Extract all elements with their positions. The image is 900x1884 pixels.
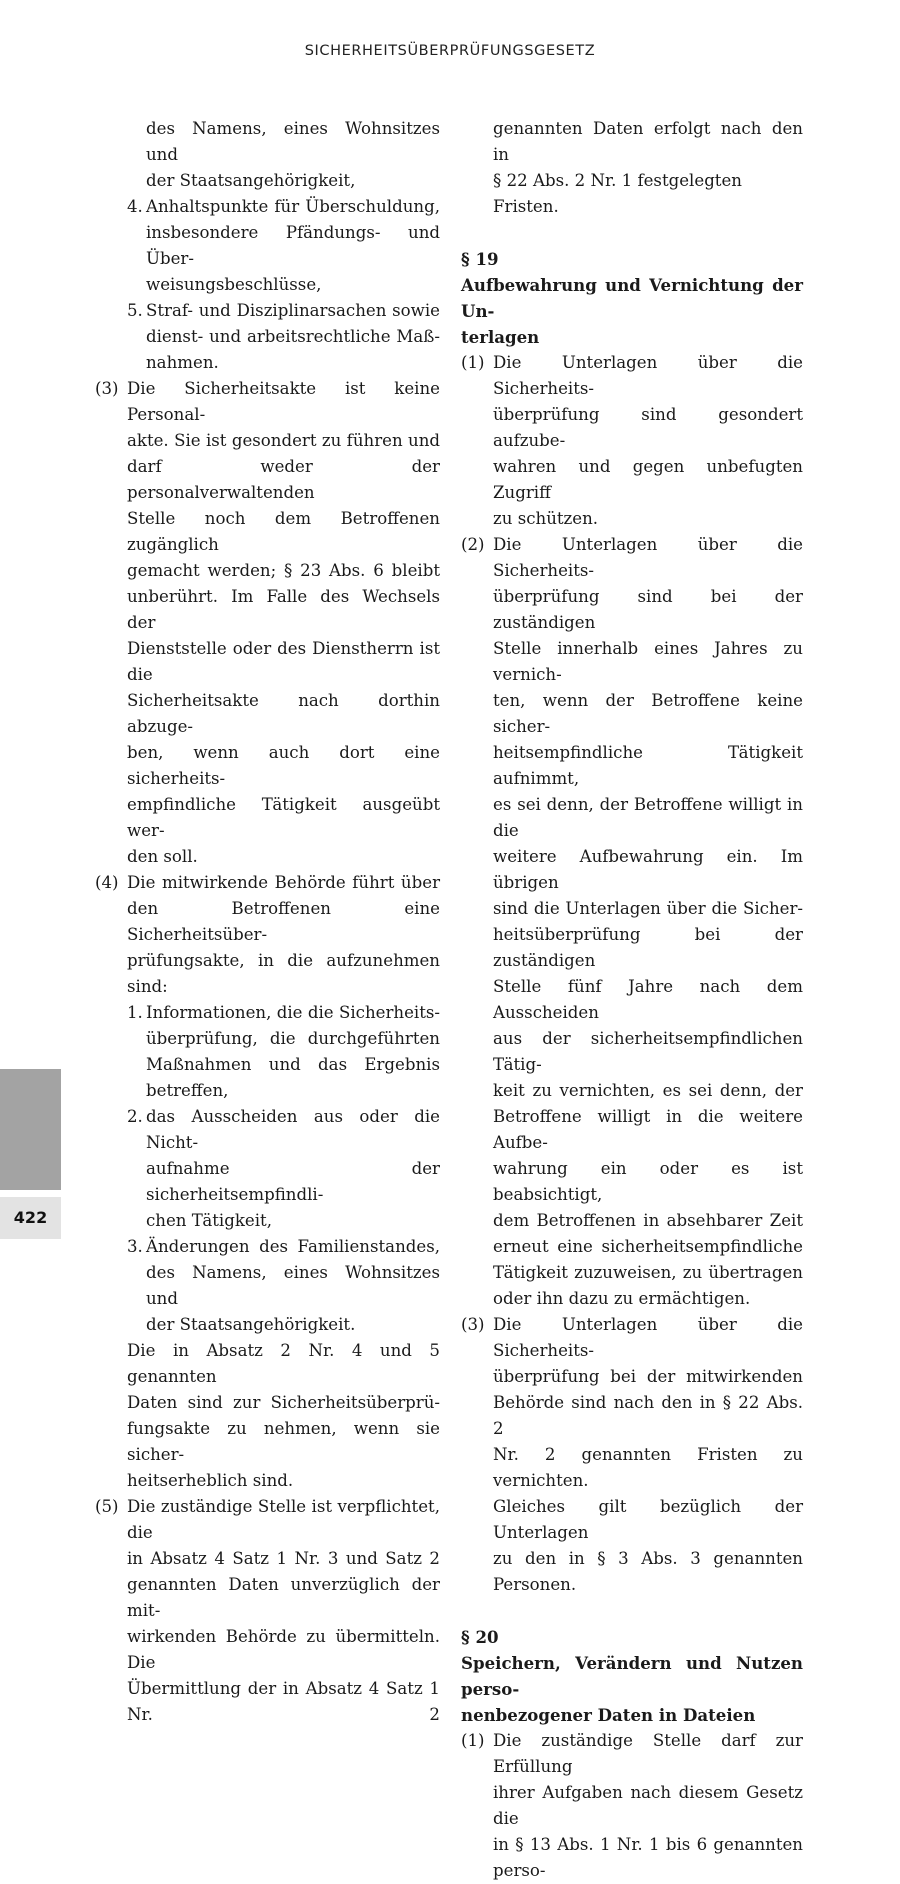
text-line: des Namens, eines Wohnsitzes und xyxy=(146,1263,440,1308)
text-line: Die mitwirkende Behörde führt über xyxy=(127,873,440,892)
list-item-text xyxy=(146,1104,440,1234)
text-line: Stelle fünf Jahre nach dem Ausscheiden xyxy=(493,977,803,1022)
text-line: Stelle noch dem Betroffenen zugänglich xyxy=(127,509,440,554)
text-line: Betroffene willigt in die weitere Aufbe- xyxy=(493,1107,803,1152)
text-line: fungsakte zu nehmen, wenn sie sicher- xyxy=(127,1419,440,1464)
text-line: Gleiches gilt bezüglich der Unterlagen xyxy=(493,1497,803,1542)
text-line: gemacht werden; § 23 Abs. 6 bleibt xyxy=(127,561,440,580)
paragraph-number: (3) xyxy=(95,379,119,398)
running-head: SICHERHEITSÜBERPRÜFUNGSGESETZ xyxy=(304,43,596,59)
page-number: 422 xyxy=(0,1197,61,1239)
section-20-paragraph-1 xyxy=(461,1728,803,1884)
text-line: Sicherheitsakte nach dorthin abzuge- xyxy=(127,691,440,736)
text-line: aufnahme der sicherheitsempfindli- xyxy=(146,1159,440,1204)
text-line: heitsüberprüfung bei der zuständigen xyxy=(493,925,803,970)
text-line: Maßnahmen und das Ergebnis xyxy=(146,1055,440,1074)
paragraph-text xyxy=(493,350,803,532)
carry-over-text xyxy=(461,116,803,220)
list-number: 5. xyxy=(127,301,143,320)
text-line: der Staatsangehörigkeit. xyxy=(146,1315,356,1334)
paragraph-number: (1) xyxy=(461,353,485,372)
text-line: es sei denn, der Betroffene willigt in die xyxy=(493,795,803,840)
section-19-paragraph-2 xyxy=(461,532,803,1312)
text-line: oder ihn dazu zu ermächtigen. xyxy=(493,1289,751,1308)
list-item-text xyxy=(146,1000,440,1104)
text-line: empfindliche Tätigkeit ausgeübt wer- xyxy=(127,795,440,840)
text-line: erneut eine sicherheitsempfindliche xyxy=(493,1237,803,1256)
text-line: weisungsbeschlüsse, xyxy=(146,275,322,294)
paragraph-number: (3) xyxy=(461,1315,485,1334)
text-line: Die Unterlagen über die Sicherheits- xyxy=(493,1315,803,1360)
list-item-text xyxy=(146,1234,440,1338)
text-line: nahmen. xyxy=(146,353,219,372)
section-19-paragraph-1 xyxy=(461,350,803,532)
text-line: Die zuständige Stelle ist verpflichtet, die xyxy=(127,1497,440,1542)
text-line: das Ausscheiden aus oder die Nicht- xyxy=(146,1107,440,1152)
paragraph-number: (4) xyxy=(95,873,119,892)
thumb-tab xyxy=(0,1069,61,1190)
text-line: betreffen, xyxy=(146,1081,229,1100)
paragraph-text xyxy=(127,1494,440,1728)
text-line: genannten Daten erfolgt nach den in xyxy=(493,119,803,164)
text-line: Anhaltspunkte für Überschuldung, xyxy=(146,197,440,216)
section-20-title xyxy=(461,1650,803,1728)
section-20-number: § 20 xyxy=(461,1627,499,1647)
text-line: sind die Unterlagen über die Sicher- xyxy=(493,899,803,918)
text-line: Aufbewahrung und Vernichtung der Un- xyxy=(461,275,803,321)
text-line: darf weder der personalverwaltenden xyxy=(127,457,440,502)
list-item-4 xyxy=(95,194,440,298)
text-line: Die in Absatz 2 Nr. 4 und 5 genannten xyxy=(127,1341,440,1386)
text-line: Stelle innerhalb eines Jahres zu vernich- xyxy=(493,639,803,684)
text-line: überprüfung bei der mitwirkenden xyxy=(493,1367,803,1386)
paragraph-text xyxy=(493,1312,803,1598)
text-line: genannten Daten unverzüglich der mit- xyxy=(127,1575,440,1620)
text-line: Speichern, Verändern und Nutzen perso- xyxy=(461,1653,803,1699)
paragraph-4-item-1 xyxy=(95,1000,440,1104)
text-line: terlagen xyxy=(461,327,540,347)
text-line: Daten sind zur Sicherheitsüberprü- xyxy=(127,1393,440,1412)
text-line: Tätigkeit zuzuweisen, zu übertragen xyxy=(493,1263,803,1282)
text-line: Die Sicherheitsakte ist keine Personal- xyxy=(127,379,440,424)
list-number: 3. xyxy=(127,1237,143,1256)
left-column xyxy=(95,116,440,1728)
text-line: zu schützen. xyxy=(493,509,599,528)
text-line: in Absatz 4 Satz 1 Nr. 3 und Satz 2 xyxy=(127,1549,440,1568)
text-line: keit zu vernichten, es sei denn, der xyxy=(493,1081,803,1100)
list-item-text xyxy=(146,298,440,376)
text-line: Die Unterlagen über die Sicherheits- xyxy=(493,353,803,398)
text-line: nenbezogener Daten in Dateien xyxy=(461,1705,756,1725)
paragraph-number: (1) xyxy=(461,1731,485,1750)
text-line: weitere Aufbewahrung ein. Im übrigen xyxy=(493,847,803,892)
text-line: ten, wenn der Betroffene keine sicher- xyxy=(493,691,803,736)
list-number: 1. xyxy=(127,1003,143,1022)
carry-over-text xyxy=(95,116,440,194)
text-line: überprüfung sind gesondert aufzube- xyxy=(493,405,803,450)
paragraph-number: (5) xyxy=(95,1497,119,1516)
text-line: insbesondere Pfändungs- und Über- xyxy=(146,223,440,268)
text-line: prüfungsakte, in die aufzunehmen sind: xyxy=(127,951,440,996)
text-line: Nr. 2 genannten Fristen zu vernichten. xyxy=(493,1445,803,1490)
section-19-title xyxy=(461,272,803,350)
paragraph-text xyxy=(127,376,440,870)
text-line: aus der sicherheitsempfindlichen Tätig- xyxy=(493,1029,803,1074)
text-line: Informationen, die die Sicherheits- xyxy=(146,1003,440,1022)
text-line: dem Betroffenen in absehbarer Zeit xyxy=(493,1211,803,1230)
text-line: heitserheblich sind. xyxy=(127,1471,294,1490)
text-line: wahrung ein oder es ist beabsichtigt, xyxy=(493,1159,803,1204)
text-line: unberührt. Im Falle des Wechsels der xyxy=(127,587,440,632)
text-line: ben, wenn auch dort eine sicherheits- xyxy=(127,743,440,788)
paragraph-3 xyxy=(95,376,440,870)
text-line: dienst- und arbeitsrechtliche Maß- xyxy=(146,327,440,346)
paragraph-5 xyxy=(95,1494,440,1728)
section-19-number: § 19 xyxy=(461,249,499,269)
paragraph-4-item-2 xyxy=(95,1104,440,1234)
paragraph-4-continuation xyxy=(95,1338,440,1494)
list-number: 4. xyxy=(127,197,143,216)
text-line: Die zuständige Stelle darf zur Erfüllung xyxy=(493,1731,803,1776)
text-line: Dienststelle oder des Dienstherrn ist die xyxy=(127,639,440,684)
text-line: zu den in § 3 Abs. 3 genannten Personen. xyxy=(493,1549,803,1594)
text-line: chen Tätigkeit, xyxy=(146,1211,272,1230)
right-column xyxy=(461,116,803,1884)
text-line: Übermittlung der in Absatz 4 Satz 1 Nr. 2 xyxy=(127,1679,440,1724)
text-line: heitsempfindliche Tätigkeit aufnimmt, xyxy=(493,743,803,788)
text-line: der Staatsangehörigkeit, xyxy=(146,171,356,190)
text-line: wirkenden Behörde zu übermitteln. Die xyxy=(127,1627,440,1672)
text-line: den Betroffenen eine Sicherheitsüber- xyxy=(127,899,440,944)
paragraph-4-item-3 xyxy=(95,1234,440,1338)
text-line: ihrer Aufgaben nach diesem Gesetz die xyxy=(493,1783,803,1828)
text-line: in § 13 Abs. 1 Nr. 1 bis 6 genannten perso- xyxy=(493,1835,803,1880)
list-item-text xyxy=(146,194,440,298)
list-item-5 xyxy=(95,298,440,376)
text-line: den soll. xyxy=(127,847,198,866)
paragraph-number: (2) xyxy=(461,535,485,554)
text-line: überprüfung sind bei der zuständigen xyxy=(493,587,803,632)
text-line: Behörde sind nach den in § 22 Abs. 2 xyxy=(493,1393,803,1438)
text-line: Straf- und Disziplinarsachen sowie xyxy=(146,301,440,320)
text-line: wahren und gegen unbefugten Zugriff xyxy=(493,457,803,502)
section-19-paragraph-3 xyxy=(461,1312,803,1598)
text-line: § 22 Abs. 2 Nr. 1 festgelegten Fristen. xyxy=(493,171,742,216)
text-line: überprüfung, die durchgeführten xyxy=(146,1029,440,1048)
paragraph-text xyxy=(493,1728,803,1884)
paragraph-text xyxy=(493,532,803,1312)
paragraph-text xyxy=(127,870,440,1000)
text-line: akte. Sie ist gesondert zu führen und xyxy=(127,431,440,450)
paragraph-4 xyxy=(95,870,440,1000)
text-line: Die Unterlagen über die Sicherheits- xyxy=(493,535,803,580)
text-line: des Namens, eines Wohnsitzes und xyxy=(146,119,440,164)
list-number: 2. xyxy=(127,1107,143,1126)
text-line: Änderungen des Familienstandes, xyxy=(146,1237,440,1256)
